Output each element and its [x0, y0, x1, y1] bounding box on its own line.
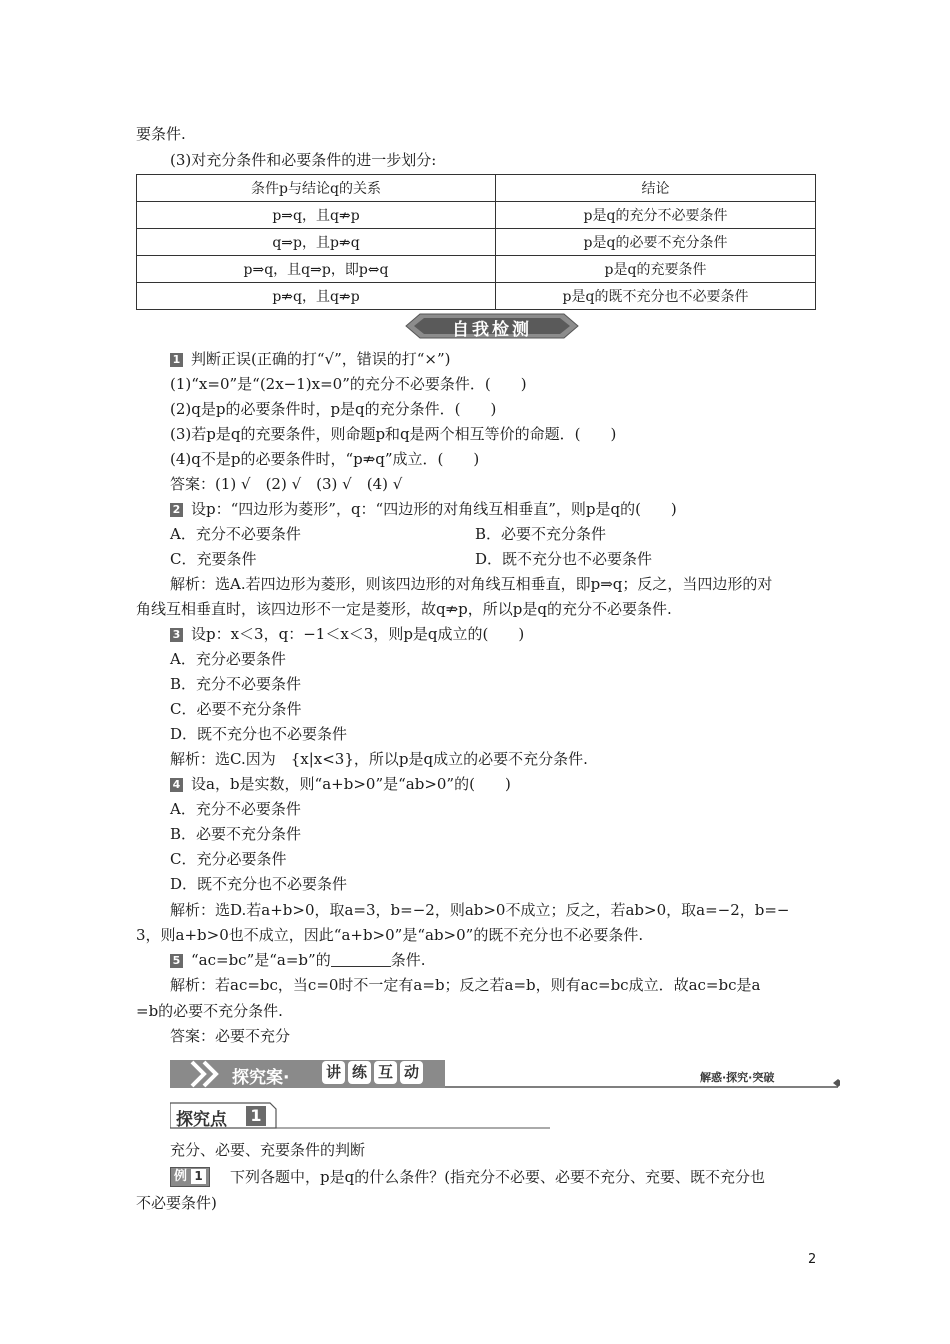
q2-option-d: D．既不充分也不必要条件 [475, 550, 653, 568]
table-row [137, 256, 816, 283]
intro-line-2: (3)对充分条件和必要条件的进一步划分: [170, 151, 437, 169]
q4-option-b: B．必要不充分条件 [170, 825, 302, 843]
banner-box: 动 [400, 1061, 423, 1084]
example-number: 1 [191, 1169, 206, 1184]
q3-analysis: 解析：选C.因为 {x|x<3}，所以p是q成立的必要不充分条件. [170, 750, 588, 768]
banner-box: 讲 [322, 1061, 345, 1084]
banner-subtitle: 解惑·探究·突破 [700, 1071, 775, 1084]
self-check-badge [404, 312, 580, 340]
q4-stem-text: 设a，b是实数，则“a+b>0”是“ab>0”的( ) [191, 775, 511, 793]
table-cell: p⇒q，且q⇒p，即p⇔q [137, 256, 496, 283]
q1-item-4: (4)q不是p的必要条件时，“p⇏q”成立．( ) [170, 450, 480, 468]
q4-stem [170, 774, 511, 794]
table-header-cell: 条件p与结论q的关系 [137, 175, 496, 202]
q2-option-a: A．充分不必要条件 [170, 525, 301, 543]
answer-blank [331, 952, 391, 967]
table-row [137, 229, 816, 256]
q4-analysis-1: 解析：选D.若a+b>0，取a=3，b=−2，则ab>0不成立；反之，若ab>0，取a=−2，b=− [170, 901, 790, 919]
banner-title: 探究案· [232, 1068, 290, 1088]
q2-option-c: C．充要条件 [170, 550, 257, 568]
explore-point-label: 探究点 [176, 1110, 227, 1130]
self-check-title: 自我检测 [452, 320, 532, 340]
table-cell: p⇒q，且q⇏p [137, 202, 496, 229]
table-row [137, 202, 816, 229]
explore-point-header [170, 1102, 550, 1130]
q5-stem [170, 950, 425, 970]
q3-option-d: D．既不充分也不必要条件 [170, 725, 348, 743]
q4-option-a: A．充分不必要条件 [170, 800, 301, 818]
q1-item-3: (3)若p是q的充要条件，则命题p和q是两个相互等价的命题．( ) [170, 425, 617, 443]
q4-analysis-2: 3，则a+b>0也不成立，因此“a+b>0”是“ab>0”的既不充分也不必要条件. [136, 926, 644, 944]
banner-box: 练 [348, 1061, 371, 1084]
q1-answer: 答案：(1) √ (2) √ (3) √ (4) √ [170, 475, 403, 493]
table-cell: p是q的充分不必要条件 [496, 202, 816, 229]
banner-box-group [322, 1061, 423, 1084]
q2-stem [170, 499, 677, 519]
intro-line-1: 要条件. [136, 125, 186, 143]
example-text-2: 不必要条件) [136, 1194, 217, 1212]
explore-point-number: 1 [250, 1106, 262, 1125]
q1-stem-text: 判断正误(正确的打“√”，错误的打“×”) [191, 350, 451, 368]
question-number-badge: 2 [170, 503, 183, 517]
table-cell: p是q的必要不充分条件 [496, 229, 816, 256]
section-banner [170, 1058, 840, 1092]
q1-item-2: (2)q是p的必要条件时，p是q的充分条件．( ) [170, 400, 497, 418]
q3-stem-text: 设p：x＜3，q：−1＜x＜3，则p是q成立的( ) [191, 625, 525, 643]
q1-stem [170, 349, 451, 369]
q2-stem-text: 设p：“四边形为菱形”，q：“四边形的对角线互相垂直”，则p是q的( ) [191, 500, 677, 518]
q3-option-a: A．充分必要条件 [170, 650, 286, 668]
table-header-cell: 结论 [496, 175, 816, 202]
q5-stem-suffix: 条件. [390, 951, 426, 969]
banner-box: 互 [374, 1061, 397, 1084]
example-badge [170, 1167, 210, 1187]
question-number-badge: 1 [170, 353, 183, 367]
explore-subtitle: 充分、必要、充要条件的判断 [170, 1141, 366, 1159]
table-cell: p是q的充要条件 [496, 256, 816, 283]
table-row [137, 283, 816, 310]
q2-analysis-1: 解析：选A.若四边形为菱形，则该四边形的对角线互相垂直，即p⇒q；反之，当四边形的对 [170, 575, 773, 593]
example-text-1: 下列各题中，p是q的什么条件？(指充分不必要、必要不充分、充要、既不充分也 [230, 1168, 766, 1186]
q5-stem-text: “ac=bc”是“a=b”的 [191, 951, 331, 969]
condition-relation-table [136, 174, 816, 310]
question-number-badge: 5 [170, 954, 183, 968]
q5-answer: 答案：必要不充分 [170, 1027, 291, 1045]
q4-option-c: C．充分必要条件 [170, 850, 287, 868]
explore-point-frame [170, 1102, 550, 1130]
table-cell: q⇒p，且p⇏q [137, 229, 496, 256]
q5-analysis-2: =b的必要不充分条件. [136, 1002, 283, 1020]
q3-option-c: C．必要不充分条件 [170, 700, 302, 718]
example-label: 例 [174, 1169, 188, 1184]
q3-option-b: B．充分不必要条件 [170, 675, 302, 693]
q5-analysis-1: 解析：若ac=bc，当c=0时不一定有a=b；反之若a=b，则有ac=bc成立．故ac=bc是a [170, 976, 761, 994]
q2-option-b: B．必要不充分条件 [475, 525, 607, 543]
q2-analysis-2: 角线互相垂直时，该四边形不一定是菱形，故q⇏p，所以p是q的充分不必要条件. [136, 600, 672, 618]
table-cell: p是q的既不充分也不必要条件 [496, 283, 816, 310]
q3-stem [170, 624, 524, 644]
page-number: 2 [808, 1252, 817, 1267]
q4-option-d: D．既不充分也不必要条件 [170, 875, 348, 893]
table-header-row [137, 175, 816, 202]
question-number-badge: 4 [170, 778, 183, 792]
q1-item-1: (1)“x=0”是“(2x−1)x=0”的充分不必要条件．( ) [170, 375, 527, 393]
table-cell: p⇏q，且q⇏p [137, 283, 496, 310]
question-number-badge: 3 [170, 628, 183, 642]
